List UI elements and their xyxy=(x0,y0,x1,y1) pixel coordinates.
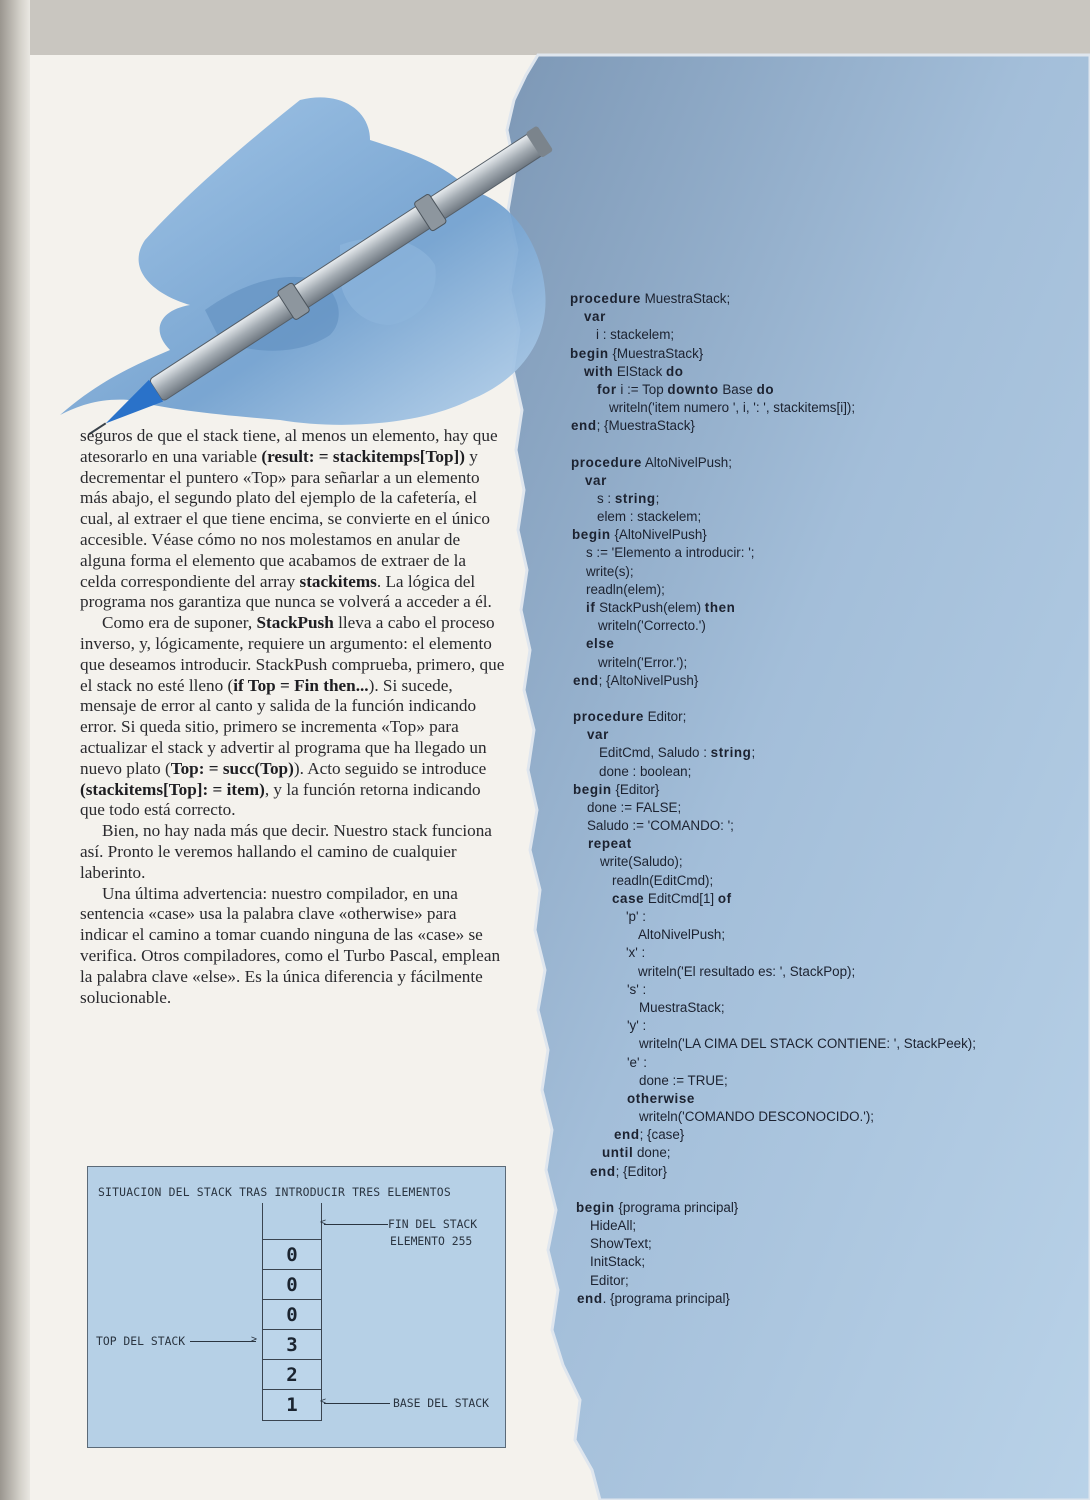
code-text: readln(EditCmd); xyxy=(612,872,714,888)
code-text: s := 'Elemento a introducir: '; xyxy=(586,545,755,561)
code-text: i := Top xyxy=(616,381,668,397)
code-line xyxy=(570,981,1070,999)
code-line xyxy=(570,508,1070,526)
code-line xyxy=(570,1054,1070,1072)
code-text: Saludo := 'COMANDO: '; xyxy=(587,818,734,834)
code-keyword: var xyxy=(584,309,606,325)
code-keyword: begin xyxy=(572,527,611,543)
code-line xyxy=(570,781,1070,799)
code-blank-line xyxy=(570,1181,1070,1199)
code-line xyxy=(570,290,1070,308)
fin-label-element: ELEMENTO 255 xyxy=(390,1234,473,1248)
code-keyword: string xyxy=(614,490,656,506)
bold-inline-code: stackitems xyxy=(299,571,377,591)
code-text: Editor; xyxy=(643,708,687,724)
code-line xyxy=(570,454,1070,472)
code-keyword: do xyxy=(756,381,775,397)
code-line xyxy=(570,617,1070,635)
text-run: ). Si sucede, mensaje de error al canto y salida de la función indicando error. Si queda sitio, primero se incrementa «Top» para actualizar el stack y advertir al programa que ha llegado un nuevo plato ( xyxy=(80,675,487,778)
code-line xyxy=(570,1253,1070,1271)
code-text: 'p' : xyxy=(626,909,647,924)
code-line xyxy=(570,890,1070,908)
code-keyword: procedure xyxy=(573,708,644,724)
code-keyword: begin xyxy=(570,345,609,361)
code-text: ; {MuestraStack} xyxy=(596,418,695,434)
code-line xyxy=(570,381,1070,399)
code-line xyxy=(570,308,1070,326)
code-text: ; xyxy=(751,745,756,761)
code-text: HideAll; xyxy=(590,1218,637,1233)
code-text: i : stackelem; xyxy=(596,327,675,343)
code-text: 'e' : xyxy=(627,1054,648,1070)
code-line xyxy=(570,635,1070,653)
diagram-title: SITUACION DEL STACK TRAS INTRODUCIR TRES ELEMENTOS xyxy=(98,1185,451,1199)
code-text: EditCmd[1] xyxy=(644,890,718,906)
bold-inline-code: (stackitems[Top]: = item) xyxy=(80,779,265,799)
code-keyword: procedure xyxy=(571,454,642,470)
code-line xyxy=(570,526,1070,544)
code-line xyxy=(570,1272,1070,1290)
code-keyword: downto xyxy=(667,381,719,397)
code-line xyxy=(570,654,1070,672)
code-keyword: end xyxy=(571,418,597,434)
stack-diagram xyxy=(87,1166,506,1448)
bold-inline-code: (result: = stackitemps[Top]) xyxy=(261,446,465,466)
code-line xyxy=(570,1017,1070,1035)
code-text: elem : stackelem; xyxy=(597,509,702,525)
code-line xyxy=(570,544,1070,562)
article-paragraph xyxy=(80,613,505,821)
code-keyword: string xyxy=(710,745,752,761)
code-text: s : xyxy=(597,490,615,506)
code-line xyxy=(570,708,1070,726)
text-run: seguros de que el stack tiene, al menos un elemento, hay que atesorarlo en una variable xyxy=(80,426,498,466)
top-arrowhead: > xyxy=(251,1334,258,1345)
stack-cell: 1 xyxy=(262,1389,322,1421)
code-text: ; {case} xyxy=(639,1127,685,1143)
code-line xyxy=(570,853,1070,871)
code-line xyxy=(570,1235,1070,1253)
code-text: Base xyxy=(718,381,757,397)
code-line xyxy=(570,1108,1070,1126)
code-keyword: for xyxy=(597,381,617,397)
code-text: write(Saludo); xyxy=(600,854,683,870)
code-text: Editor; xyxy=(590,1272,629,1288)
code-line xyxy=(570,563,1070,581)
code-text: 's' : xyxy=(627,981,647,997)
bold-inline-code: if Top = Fin then... xyxy=(233,675,369,695)
code-line xyxy=(570,835,1070,853)
code-text: {AltoNivelPush} xyxy=(610,527,707,543)
code-text: AltoNivelPush; xyxy=(638,927,726,943)
code-line xyxy=(570,799,1070,817)
stack-cell: 0 xyxy=(262,1299,322,1331)
fin-label: FIN DEL STACK xyxy=(388,1217,478,1231)
code-keyword: of xyxy=(717,890,732,906)
stack-cell: 3 xyxy=(262,1329,322,1361)
code-text: {programa principal} xyxy=(614,1199,739,1215)
code-keyword: end xyxy=(573,672,599,688)
code-text: . {programa principal} xyxy=(602,1290,730,1306)
code-text: {Editor} xyxy=(611,781,660,797)
code-text: ShowText; xyxy=(590,1236,652,1252)
text-run: ). Acto seguido se introduce xyxy=(293,758,487,778)
article-paragraph xyxy=(80,884,505,1009)
code-text: MuestraStack; xyxy=(640,291,731,306)
code-text: 'y' : xyxy=(627,1018,647,1034)
text-run: Como era de suponer, xyxy=(102,613,257,633)
stack-column xyxy=(262,1203,322,1416)
code-text: writeln('Error.'); xyxy=(598,654,688,670)
code-line xyxy=(570,1217,1070,1235)
code-keyword: begin xyxy=(573,781,612,797)
base-arrow xyxy=(324,1403,390,1404)
code-keyword: end xyxy=(614,1127,640,1143)
hand-holding-pen-illustration xyxy=(40,80,600,440)
code-line xyxy=(570,963,1070,981)
code-text: StackPush(elem) xyxy=(595,600,705,615)
code-keyword: otherwise xyxy=(627,1090,695,1106)
code-keyword: procedure xyxy=(570,291,641,306)
code-keyword: until xyxy=(602,1145,634,1161)
code-line xyxy=(570,399,1070,417)
code-text: ElStack xyxy=(613,363,667,379)
code-text: done; xyxy=(633,1145,671,1161)
code-keyword: var xyxy=(585,472,607,488)
code-text: ; {Editor} xyxy=(615,1163,667,1179)
code-text: done := TRUE; xyxy=(639,1072,728,1088)
code-line xyxy=(570,1126,1070,1144)
code-line xyxy=(570,763,1070,781)
code-line xyxy=(570,926,1070,944)
code-line xyxy=(570,581,1070,599)
code-line xyxy=(570,1035,1070,1053)
code-line xyxy=(570,1144,1070,1162)
code-line xyxy=(570,472,1070,490)
bold-inline-code: Top: = succ(Top) xyxy=(170,758,294,778)
code-line xyxy=(570,1163,1070,1181)
code-text: {MuestraStack} xyxy=(608,345,704,361)
code-text: writeln('Correcto.') xyxy=(598,618,706,634)
stack-cell: 2 xyxy=(262,1359,322,1391)
top-label: TOP DEL STACK xyxy=(96,1334,186,1348)
text-run: lleva a cabo el proceso inverso, y, lógicamente, requiere un argumento: el elemento que deseamos introducir. StackPush comprueba, primero, que el stack no esté lleno ( xyxy=(80,613,505,695)
code-text: writeln('LA CIMA DEL STACK CONTIENE: ', StackPeek); xyxy=(639,1036,976,1052)
code-line xyxy=(570,672,1070,690)
bold-inline-code: StackPush xyxy=(256,613,334,633)
code-line xyxy=(570,726,1070,744)
code-keyword: else xyxy=(586,636,615,652)
code-line xyxy=(570,345,1070,363)
text-run: Una última advertencia: nuestro compilador, en una sentencia «case» usa la palabra clave «otherwise» para indicar el camino a tomar cuando ninguna de las «case» se verifica. Otros compiladores, como el Turbo Pascal, emplean la palabra clave «else». Es la única diferencia y fácilmente solucionable. xyxy=(80,883,501,1007)
code-text: ; {AltoNivelPush} xyxy=(598,672,699,688)
code-text: AltoNivelPush; xyxy=(641,454,732,470)
code-blank-line xyxy=(570,690,1070,708)
code-line xyxy=(570,417,1070,435)
stack-cell: 0 xyxy=(262,1269,322,1301)
code-blank-line xyxy=(570,436,1070,454)
code-text: MuestraStack; xyxy=(639,999,725,1015)
stack-cell: 0 xyxy=(262,1239,322,1271)
text-run: y decrementar el puntero «Top» para señarlar a un elemento más abajo, el segundo plato del ejemplo de la cafetería, el cual, al extraer el que tiene encima, se convierte en el único accesible. Véase cómo no nos molestamos en anular de alguna forma el elemento que acabamos de extraer de la celda correspondiente del array xyxy=(80,446,490,591)
code-text: done : boolean; xyxy=(599,763,692,779)
top-arrow xyxy=(190,1341,256,1342)
code-line xyxy=(570,817,1070,835)
code-line xyxy=(570,1090,1070,1108)
code-line xyxy=(570,872,1070,890)
article-paragraph xyxy=(80,426,505,613)
code-text: writeln('El resultado es: ', StackPop); xyxy=(638,963,856,979)
base-arrowhead: < xyxy=(320,1396,327,1407)
article-body xyxy=(80,426,505,1008)
code-keyword: case xyxy=(612,890,645,906)
code-line xyxy=(570,908,1070,926)
code-line xyxy=(570,999,1070,1017)
code-text: InitStack; xyxy=(590,1254,646,1270)
fin-arrowhead: < xyxy=(320,1217,327,1228)
code-text: write(s); xyxy=(586,563,634,579)
code-keyword: with xyxy=(584,363,614,379)
fin-arrow xyxy=(324,1224,388,1225)
code-text: done := FALSE; xyxy=(587,799,682,815)
code-keyword: repeat xyxy=(588,836,632,852)
code-line xyxy=(570,326,1070,344)
code-line xyxy=(570,1290,1070,1308)
text-run: , y la función retorna indicando que todo está correcto. xyxy=(80,779,481,820)
code-text: readln(elem); xyxy=(586,581,665,597)
code-text: 'x' : xyxy=(626,945,646,961)
code-line xyxy=(570,1072,1070,1090)
code-line xyxy=(570,599,1070,617)
code-text: writeln('COMANDO DESCONOCIDO.'); xyxy=(639,1109,874,1125)
text-run: . La lógica del programa nos garantiza que nunca se volverá a acceder a él. xyxy=(80,571,492,612)
code-text: ; xyxy=(655,490,660,506)
code-text: writeln('item numero ', i, ': ', stackitems[i]); xyxy=(609,400,856,416)
code-keyword: if xyxy=(586,600,596,615)
code-line xyxy=(570,363,1070,381)
code-keyword: end xyxy=(577,1290,603,1306)
base-label: BASE DEL STACK xyxy=(393,1396,490,1410)
code-line xyxy=(570,744,1070,762)
pascal-code-listing xyxy=(570,290,1070,1308)
article-paragraph xyxy=(80,821,505,883)
code-line xyxy=(570,490,1070,508)
code-keyword: end xyxy=(590,1163,616,1179)
code-line xyxy=(570,944,1070,962)
text-run: Bien, no hay nada más que decir. Nuestro stack funciona así. Pronto le veremos hallando el camino de cualquier laberinto. xyxy=(80,821,492,882)
code-keyword: var xyxy=(587,727,609,743)
code-keyword: begin xyxy=(576,1199,615,1215)
code-text: EditCmd, Saludo : xyxy=(599,745,711,761)
code-keyword: do xyxy=(666,363,684,379)
code-line xyxy=(570,1199,1070,1217)
code-keyword: then xyxy=(704,600,736,615)
